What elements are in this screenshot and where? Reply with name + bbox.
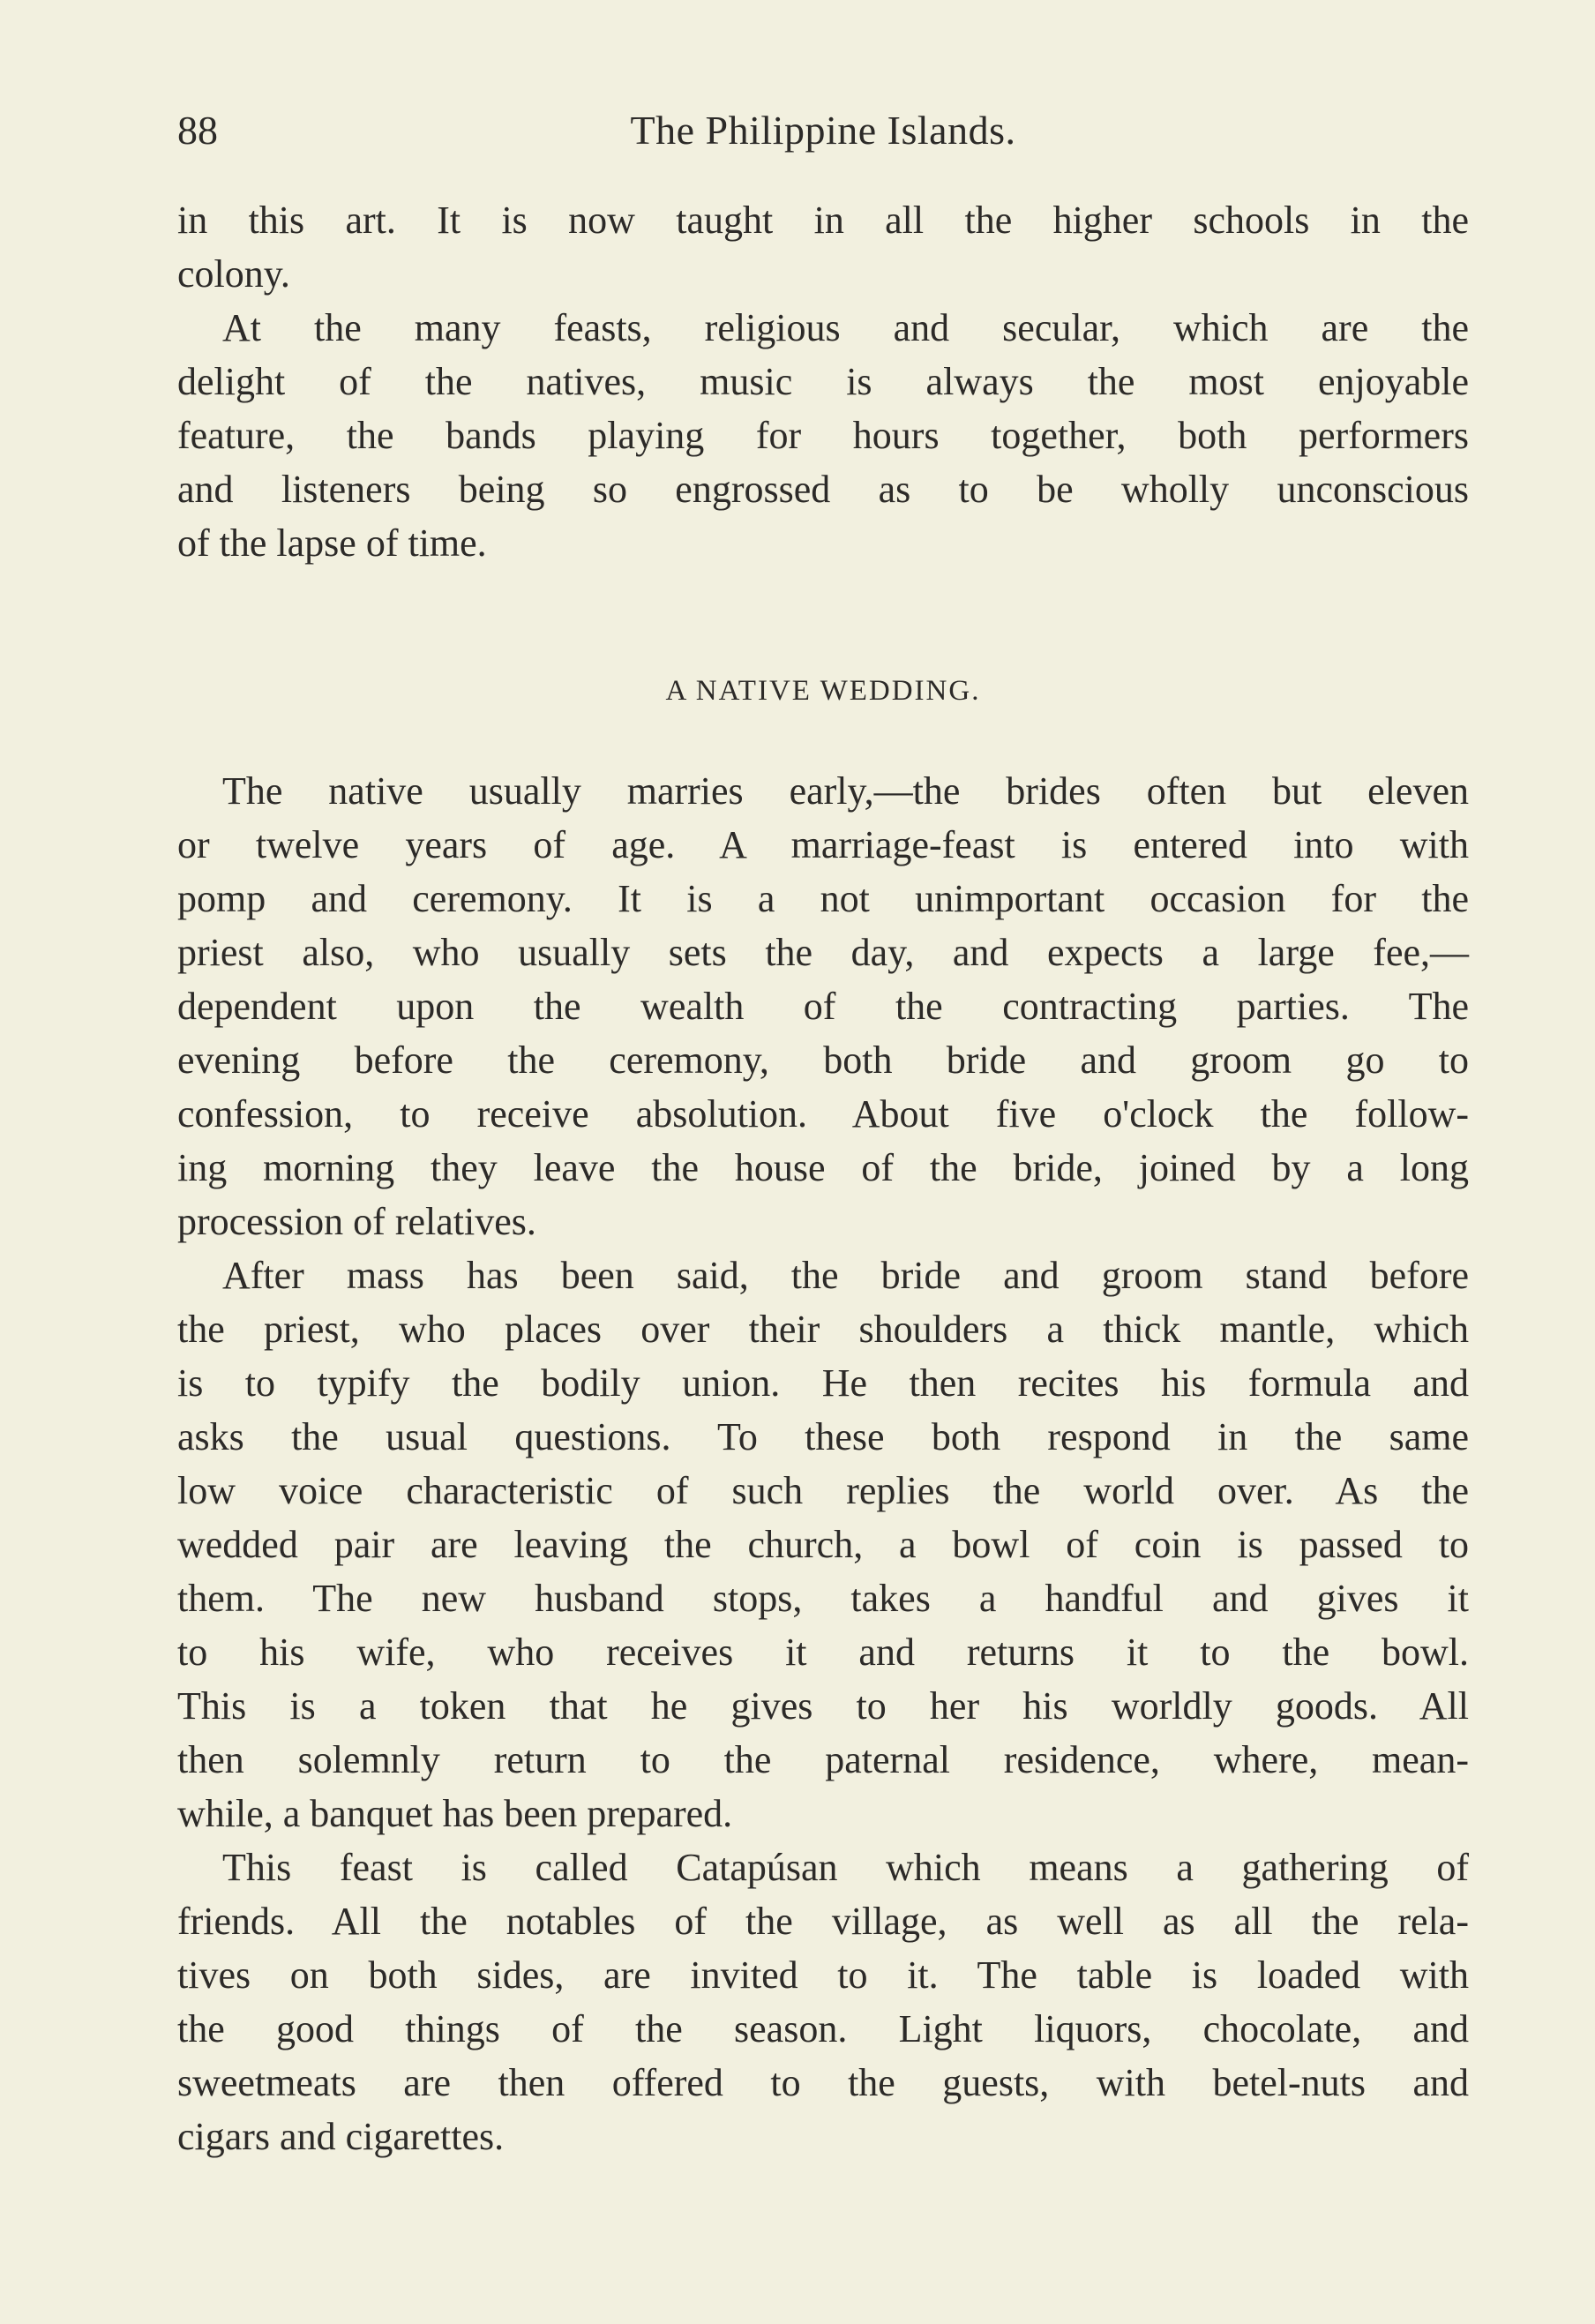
text-line: of the lapse of time. [177,521,487,565]
text-line: This is a token that he gives to her his worldly goods. All [177,1684,1469,1728]
text-line: At the many feasts, religious and secular, which are the [222,306,1469,349]
text-line: sweetmeats are then offered to the guests, with betel-nuts and [177,2061,1469,2104]
text-line: then solemnly return to the paternal residence, where, mean- [177,1738,1469,1781]
text-line: cigars and cigarettes. [177,2115,505,2158]
section-heading: A NATIVE WEDDING. [665,675,981,707]
paragraph [177,301,1469,570]
text-line: the good things of the season. Light liquors, chocolate, and [177,2007,1469,2050]
text-line: The native usually marries early,—the brides often but eleven [222,769,1469,813]
paragraph [177,1248,1469,1840]
running-head [177,104,1469,157]
text-line: dependent upon the wealth of the contracting parties. The [177,985,1469,1028]
text-line: in this art. It is now taught in all the higher schools in the [177,199,1469,242]
text-line: and listeners being so engrossed as to be wholly unconscious [177,468,1469,511]
text-line: while, a banquet has been prepared. [177,1792,733,1835]
text-line: the priest, who places over their shoulders a thick mantle, which [177,1308,1469,1351]
text-line: friends. All the notables of the village, as well as all the rela- [177,1900,1469,1943]
text-line: or twelve years of age. A marriage-feast is entered into with [177,823,1469,866]
text-line: After mass has been said, the bride and groom stand before [222,1254,1469,1297]
paragraph [177,193,1469,301]
book-title: The Philippine Islands. [630,108,1016,153]
text-line: low voice characteristic of such replies the world over. As the [177,1469,1469,1512]
text-line: pomp and ceremony. It is a not unimportant occasion for the [177,877,1469,920]
text-line: This feast is called Catapúsan which means a gathering of [222,1846,1469,1889]
text-line: is to typify the bodily union. He then recites his formula and [177,1361,1469,1405]
text-line: delight of the natives, music is always the most enjoyable [177,360,1469,403]
text-line: colony. [177,252,290,296]
text-line: them. The new husband stops, takes a handful and gives it [177,1577,1469,1620]
paragraph [177,1840,1469,2163]
page-number: 88 [177,108,218,153]
text-line: wedded pair are leaving the church, a bowl of coin is passed to [177,1523,1469,1566]
text-line: to his wife, who receives it and returns it to the bowl. [177,1631,1469,1674]
text-line: ing morning they leave the house of the bride, joined by a long [177,1146,1469,1189]
text-line: priest also, who usually sets the day, and expects a large fee,— [177,931,1469,974]
text-line: confession, to receive absolution. About five o'clock the follow- [177,1092,1469,1136]
text-line: asks the usual questions. To these both respond in the same [177,1415,1469,1458]
paragraph [177,764,1469,1248]
text-line: procession of relatives. [177,1200,536,1243]
text-line: tives on both sides, are invited to it. The table is loaded with [177,1953,1469,1997]
text-line: feature, the bands playing for hours together, both performers [177,414,1469,457]
text-line: evening before the ceremony, both bride and groom go to [177,1038,1469,1082]
page-body [177,193,1469,2163]
